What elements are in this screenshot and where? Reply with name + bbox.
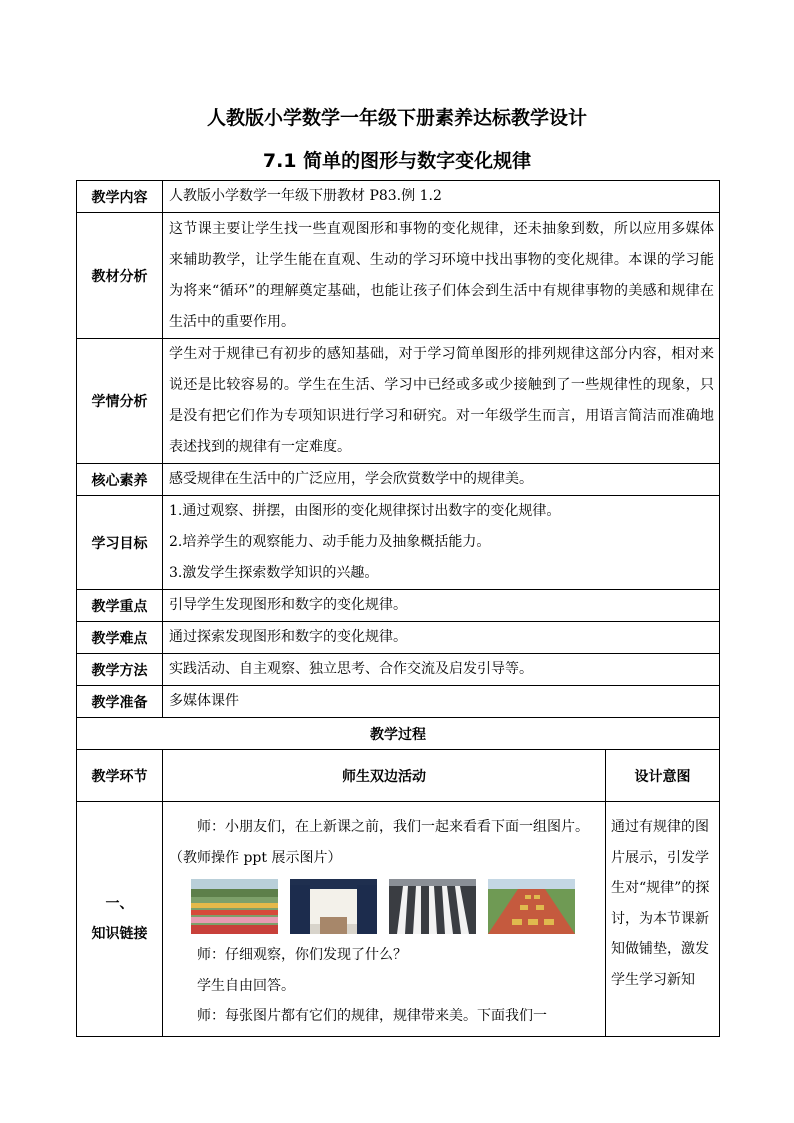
row-students [77, 339, 720, 464]
value-goals [163, 496, 720, 590]
process-title: 教学过程 [77, 718, 720, 750]
label-goals: 学习目标 [77, 496, 163, 590]
label-analysis: 教材分析 [77, 213, 163, 339]
value-prep: 多媒体课件 [163, 686, 720, 718]
value-difficulty: 通过探索发现图形和数字的变化规律。 [163, 622, 720, 654]
label-prep: 教学准备 [77, 686, 163, 718]
value-key: 引导学生发现图形和数字的变化规律。 [163, 590, 720, 622]
col-stage-header: 教学环节 [77, 750, 163, 802]
row-literacy [77, 464, 720, 496]
goal-item: 2.培养学生的观察能力、动手能力及抽象概括能力。 [169, 534, 491, 550]
label-difficulty: 教学难点 [77, 622, 163, 654]
value-method: 实践活动、自主观察、独立思考、合作交流及启发引导等。 [163, 654, 720, 686]
tulip-field-photo [191, 879, 278, 934]
label-method: 教学方法 [77, 654, 163, 686]
stage-number: 一、 [105, 896, 134, 912]
label-content: 教学内容 [77, 181, 163, 213]
intent-cell: 通过有规律的图片展示，引发学生对“规律”的探讨，为本节课新知做铺垫，激发学生学习新知 [606, 802, 720, 1037]
image-strip [191, 879, 599, 934]
document-title: 人教版小学数学一年级下册素养达标教学设计 [206, 107, 587, 129]
value-literacy: 感受规律在生活中的广泛应用，学会欣赏数学中的规律美。 [163, 464, 720, 496]
crosswalk-photo [389, 879, 476, 934]
stage-cell [77, 802, 163, 1037]
activity-paragraph: 师：仔细观察，你们发现了什么？ [197, 947, 407, 963]
row-process-header [77, 750, 720, 802]
col-intent-header: 设计意图 [606, 750, 720, 802]
goal-item: 1.通过观察、拼摆，由图形的变化规律探讨出数字的变化规律。 [169, 503, 561, 519]
row-content [77, 181, 720, 213]
value-analysis: 这节课主要让学生找一些直观图形和事物的变化规律，还未抽象到数，所以应用多媒体来辅助教学，让学生能在直观、生动的学习环境中找出事物的变化规律。本课的学习能为将来“循环”的理解奠定基础，也能让孩子们体会到生活中有规律事物的美感和规律在生活中的重要作用。 [163, 213, 720, 339]
row-goals [77, 496, 720, 590]
row-key [77, 590, 720, 622]
row-prep [77, 686, 720, 718]
activity-paragraph: 学生自由回答。 [197, 977, 295, 994]
goal-item: 3.激发学生探索数学知识的兴趣。 [169, 565, 379, 581]
label-literacy: 核心素养 [77, 464, 163, 496]
label-students: 学情分析 [77, 339, 163, 464]
row-analysis [77, 213, 720, 339]
paving-pattern-photo [488, 879, 575, 934]
curtains-window-photo [290, 879, 377, 934]
row-method [77, 654, 720, 686]
row-difficulty [77, 622, 720, 654]
value-students: 学生对于规律已有初步的感知基础，对于学习简单图形的排列规律这部分内容，相对来说还是比较容易的。学生在生活、学习中已经或多或少接触到了一些规律性的现象，只是没有把它们作为专项知识进行学习和研究。对一年级学生而言，用语言简洁而准确地表述找到的规律有一定难度。 [163, 339, 720, 464]
col-activity-header: 师生双边活动 [163, 750, 606, 802]
lesson-subtitle: 7.1 简单的图形与数字变化规律 [262, 150, 532, 172]
activity-cell [163, 802, 606, 1037]
activity-paragraph: 师：小朋友们，在上新课之前，我们一起来看看下面一组图片。（教师操作 ppt 展示图片） [169, 819, 589, 866]
value-content: 人教版小学数学一年级下册教材 P83.例 1.2 [163, 181, 720, 213]
label-key: 教学重点 [77, 590, 163, 622]
row-stage-1 [77, 802, 720, 1037]
activity-paragraph: 师：每张图片都有它们的规律，规律带来美。下面我们一 [197, 1008, 547, 1024]
stage-name: 知识链接 [91, 926, 148, 942]
row-process-title [77, 718, 720, 750]
lesson-plan-table [76, 180, 720, 1037]
